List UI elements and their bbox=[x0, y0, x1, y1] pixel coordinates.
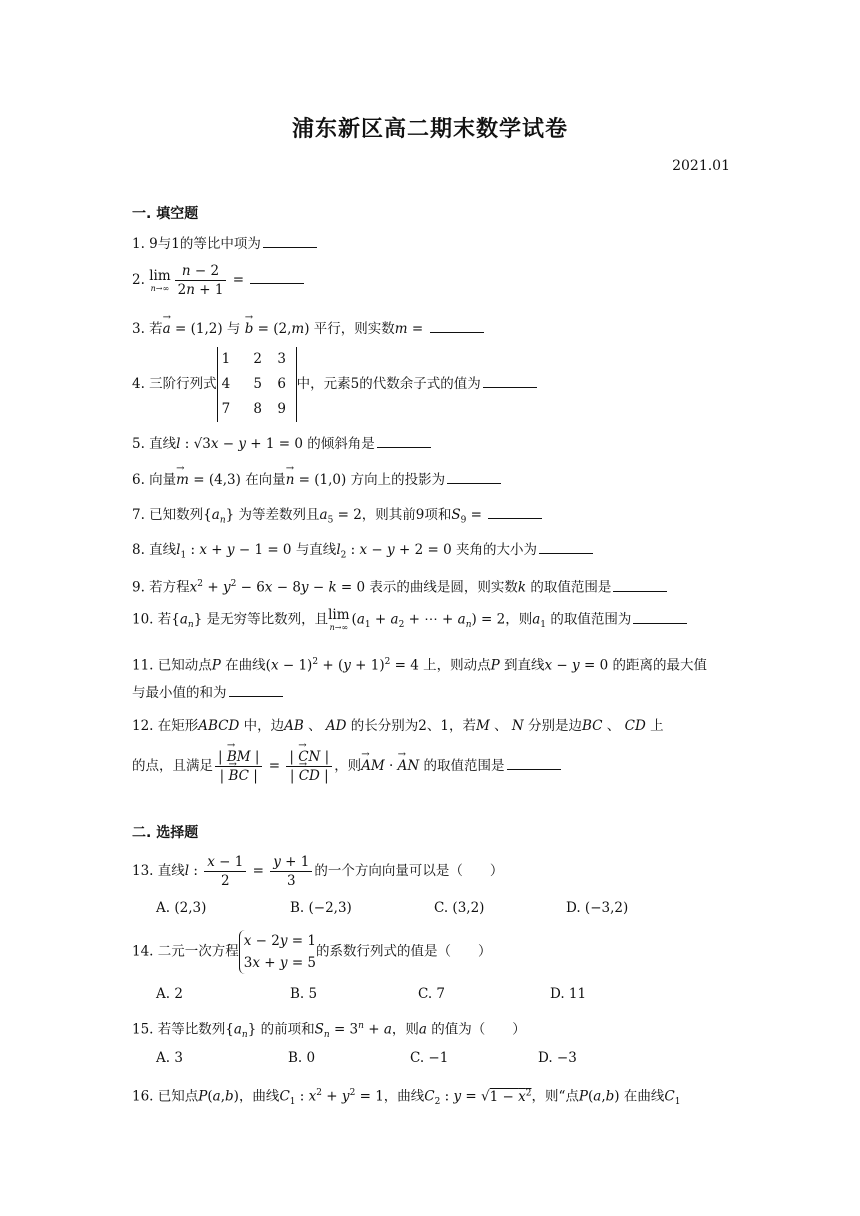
fraction: $\frac{n - 2}{2n + 1}$ bbox=[175, 262, 227, 299]
q15-option-a: A. 3 bbox=[156, 1050, 183, 1066]
q14-option-a: A. 2 bbox=[156, 986, 183, 1002]
answer-blank bbox=[430, 318, 484, 333]
q14-option-c: C. 7 bbox=[418, 986, 446, 1002]
question-10: 10. 若$\{a_n\}$ 是无穷等比数列，且 lim n→∞ ($a_1 + a_2$ + ⋯ + $a_n) = 2$，则$a_1$ 的取值范围为 bbox=[132, 608, 687, 635]
equation-system: x − 2y = 1 3x + y = 5 bbox=[239, 930, 316, 974]
question-12: 12. 在矩形ABCD 中，边AB 、 AD 的长分别为2、1，若M 、 N 分别是边BC 、 CD 上 bbox=[132, 718, 664, 734]
question-16: 16. 已知点P(a,b)，曲线$C_1$ : $x^2 + y^2 = 1$，曲线$C_2$ : $y = √1 - x^2$，则“点P(a,b) 在曲线$C_1$ bbox=[132, 1088, 681, 1108]
question-14: 14. 二元一次方程 x − 2y = 1 3x + y = 5 的系数行列式的值是（ ） bbox=[132, 930, 492, 974]
q13-option-c: C. (3,2) bbox=[434, 900, 485, 916]
determinant-matrix: 1 2 3 4 5 6 7 8 9 bbox=[217, 347, 297, 422]
question-6: 6. 向量→ m = (4,3) 在向量→ n = (1,0) 方向上的投影为 bbox=[132, 469, 501, 490]
question-12-line-2: 的点，且满足 $\frac{| \to BM |}{| \to BC |}$ = $\frac{| \to CN |}{| \to CD |}$ ，则→ AM · → AN 的取值范围是 bbox=[132, 748, 561, 785]
answer-blank bbox=[263, 233, 317, 248]
answer-blank bbox=[250, 269, 304, 284]
q15-option-d: D. −3 bbox=[538, 1050, 577, 1066]
question-9: 9. 若方程$x^2 + y^2 - 6x - 8y - k = 0$ 表示的曲线是圆，则实数k 的取值范围是 bbox=[132, 574, 667, 598]
answer-blank bbox=[613, 577, 667, 592]
question-3: 3. 若→ a = (1,2) 与 → b = (2,m) 平行，则实数m = bbox=[132, 318, 484, 339]
question-2: 2. lim n→∞ $\frac{n - 2}{2n + 1}$ = bbox=[132, 262, 304, 299]
question-8: 8. 直线$l_1$ : x + y − 1 = 0 与直线$l_2$ : x − y + 2 = 0 夹角的大小为 bbox=[132, 539, 593, 566]
section-fill-heading: 一. 填空题 bbox=[132, 206, 199, 222]
answer-blank bbox=[229, 682, 283, 697]
page-title: 浦东新区高二期末数学试卷 bbox=[291, 117, 568, 142]
q13-option-a: A. (2,3) bbox=[156, 900, 207, 916]
question-1: 1. 9与1的等比中项为 bbox=[132, 233, 317, 254]
answer-blank bbox=[488, 504, 542, 519]
q13-option-d: D. (−3,2) bbox=[566, 900, 629, 916]
question-11-line-2: 与最小值的和为 bbox=[132, 682, 283, 703]
q15-option-c: C. −1 bbox=[410, 1050, 449, 1066]
question-5: 5. 直线l : √3x − y + 1 = 0 的倾斜角是 bbox=[132, 433, 431, 454]
answer-blank bbox=[483, 373, 537, 388]
answer-blank bbox=[377, 433, 431, 448]
question-4: 4. 三阶行列式 1 2 3 4 5 6 7 8 9 中，元素5的代数余子式的值为 bbox=[132, 347, 537, 422]
answer-blank bbox=[507, 755, 561, 770]
exam-date: 2021.01 bbox=[672, 158, 730, 174]
question-13: 13. 直线l : $\frac{x - 1}{2}$ = $\frac{y + 1}{3}$ 的一个方向向量可以是（ ） bbox=[132, 854, 504, 889]
q15-option-b: B. 0 bbox=[288, 1050, 316, 1066]
section-choice-heading: 二. 选择题 bbox=[132, 825, 199, 841]
limit-symbol: lim n→∞ bbox=[149, 267, 171, 293]
question-11: 11. 已知动点P 在曲线$(x - 1)^2 + (y + 1)^2 = 4$ 上，则动点P 到直线x − y = 0 的距离的最大值 bbox=[132, 657, 707, 674]
question-15: 15. 若等比数列$\{a_n\}$ 的前项和$S_n = 3^n + a$，则a 的值为（ ） bbox=[132, 1021, 526, 1041]
answer-blank bbox=[539, 539, 593, 554]
q13-option-b: B. (−2,3) bbox=[290, 900, 352, 916]
q14-option-b: B. 5 bbox=[290, 986, 318, 1002]
answer-blank bbox=[633, 609, 687, 624]
q14-option-d: D. 11 bbox=[550, 986, 587, 1002]
question-7: 7. 已知数列$\{a_n\}$ 为等差数列且$a_5 = 2$，则其前9项和$S_9$ = bbox=[132, 504, 542, 531]
answer-blank bbox=[447, 469, 501, 484]
